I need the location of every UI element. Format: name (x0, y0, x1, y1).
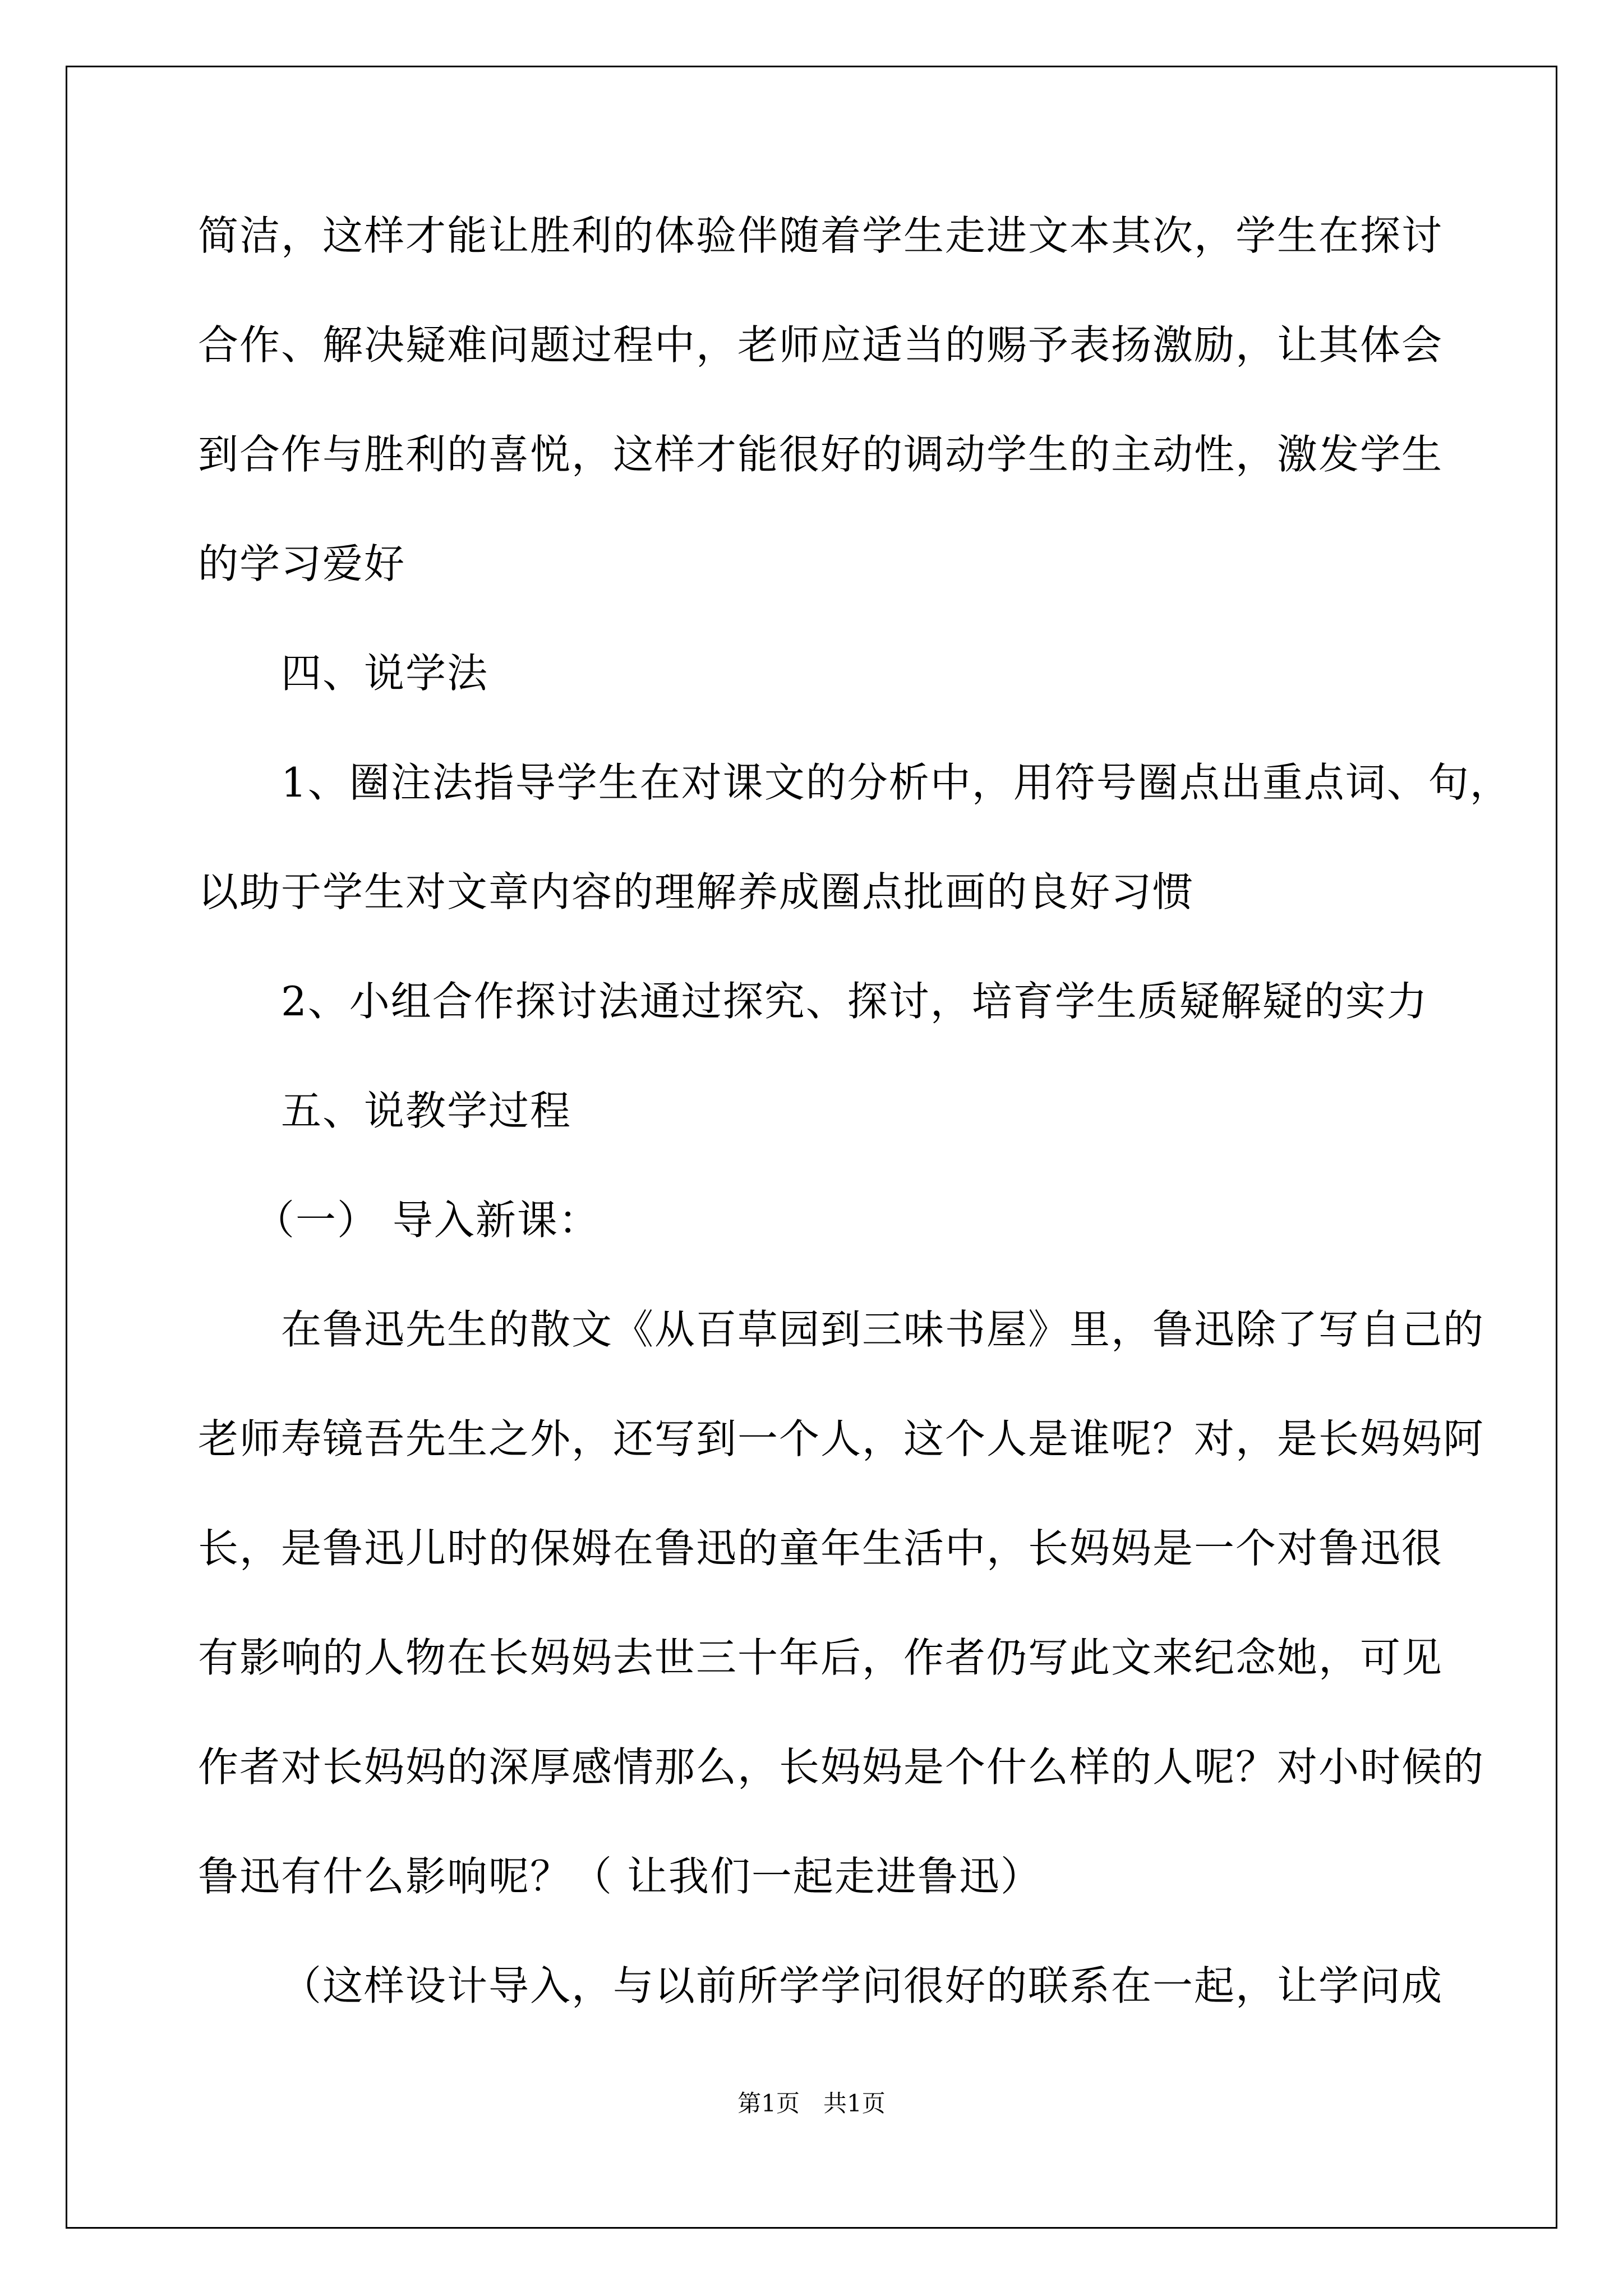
text-line: 2、小组合作探讨法通过探究、探讨，培育学生质疑解疑的实力 (281, 978, 1428, 1025)
text-line: 合作、解决疑难问题过程中，老师应适当的赐予表扬激励，让其体会 (198, 321, 1444, 369)
page-number: 第1页 共1页 (737, 2090, 886, 2117)
text-line: 作者对长妈妈的深厚感情那么，长妈妈是个什么样的人呢？对小时候的 (198, 1743, 1485, 1791)
text-line: 有影响的人物在长妈妈去世三十年后，作者仍写此文来纪念她，可见 (198, 1634, 1444, 1681)
text-line: 以助于学生对文章内容的理解养成圈点批画的良好习惯 (198, 868, 1195, 915)
text-line: 老师寿镜吾先生之外，还写到一个人，这个人是谁呢？对，是长妈妈阿 (198, 1415, 1485, 1462)
text-line: 到合作与胜利的喜悦，这样才能很好的调动学生的主动性，激发学生 (198, 431, 1444, 478)
text-line: 的学习爱好 (198, 540, 406, 587)
text-line: （这样设计导入，与以前所学学问很好的联系在一起，让学问成 (281, 1962, 1444, 2009)
section-heading: 四、说学法 (281, 650, 489, 697)
text-line: 鲁迅有什么影响呢？（ 让我们一起走进鲁迅） (198, 1853, 1042, 1900)
sub-heading: （一） 导入新课： (254, 1197, 600, 1244)
text-line: 1、圈注法指导学生在对课文的分析中，用符号圈点出重点词、句， (281, 759, 1511, 806)
section-heading: 五、说教学过程 (281, 1087, 572, 1134)
text-line: 在鲁迅先生的散文《从百草园到三味书屋》里，鲁迅除了写自己的 (281, 1306, 1485, 1353)
text-line: 简洁，这样才能让胜利的体验伴随着学生走进文本其次，学生在探讨 (198, 212, 1444, 259)
text-line: 长，是鲁迅儿时的保姆在鲁迅的童年生活中，长妈妈是一个对鲁迅很 (198, 1525, 1444, 1572)
